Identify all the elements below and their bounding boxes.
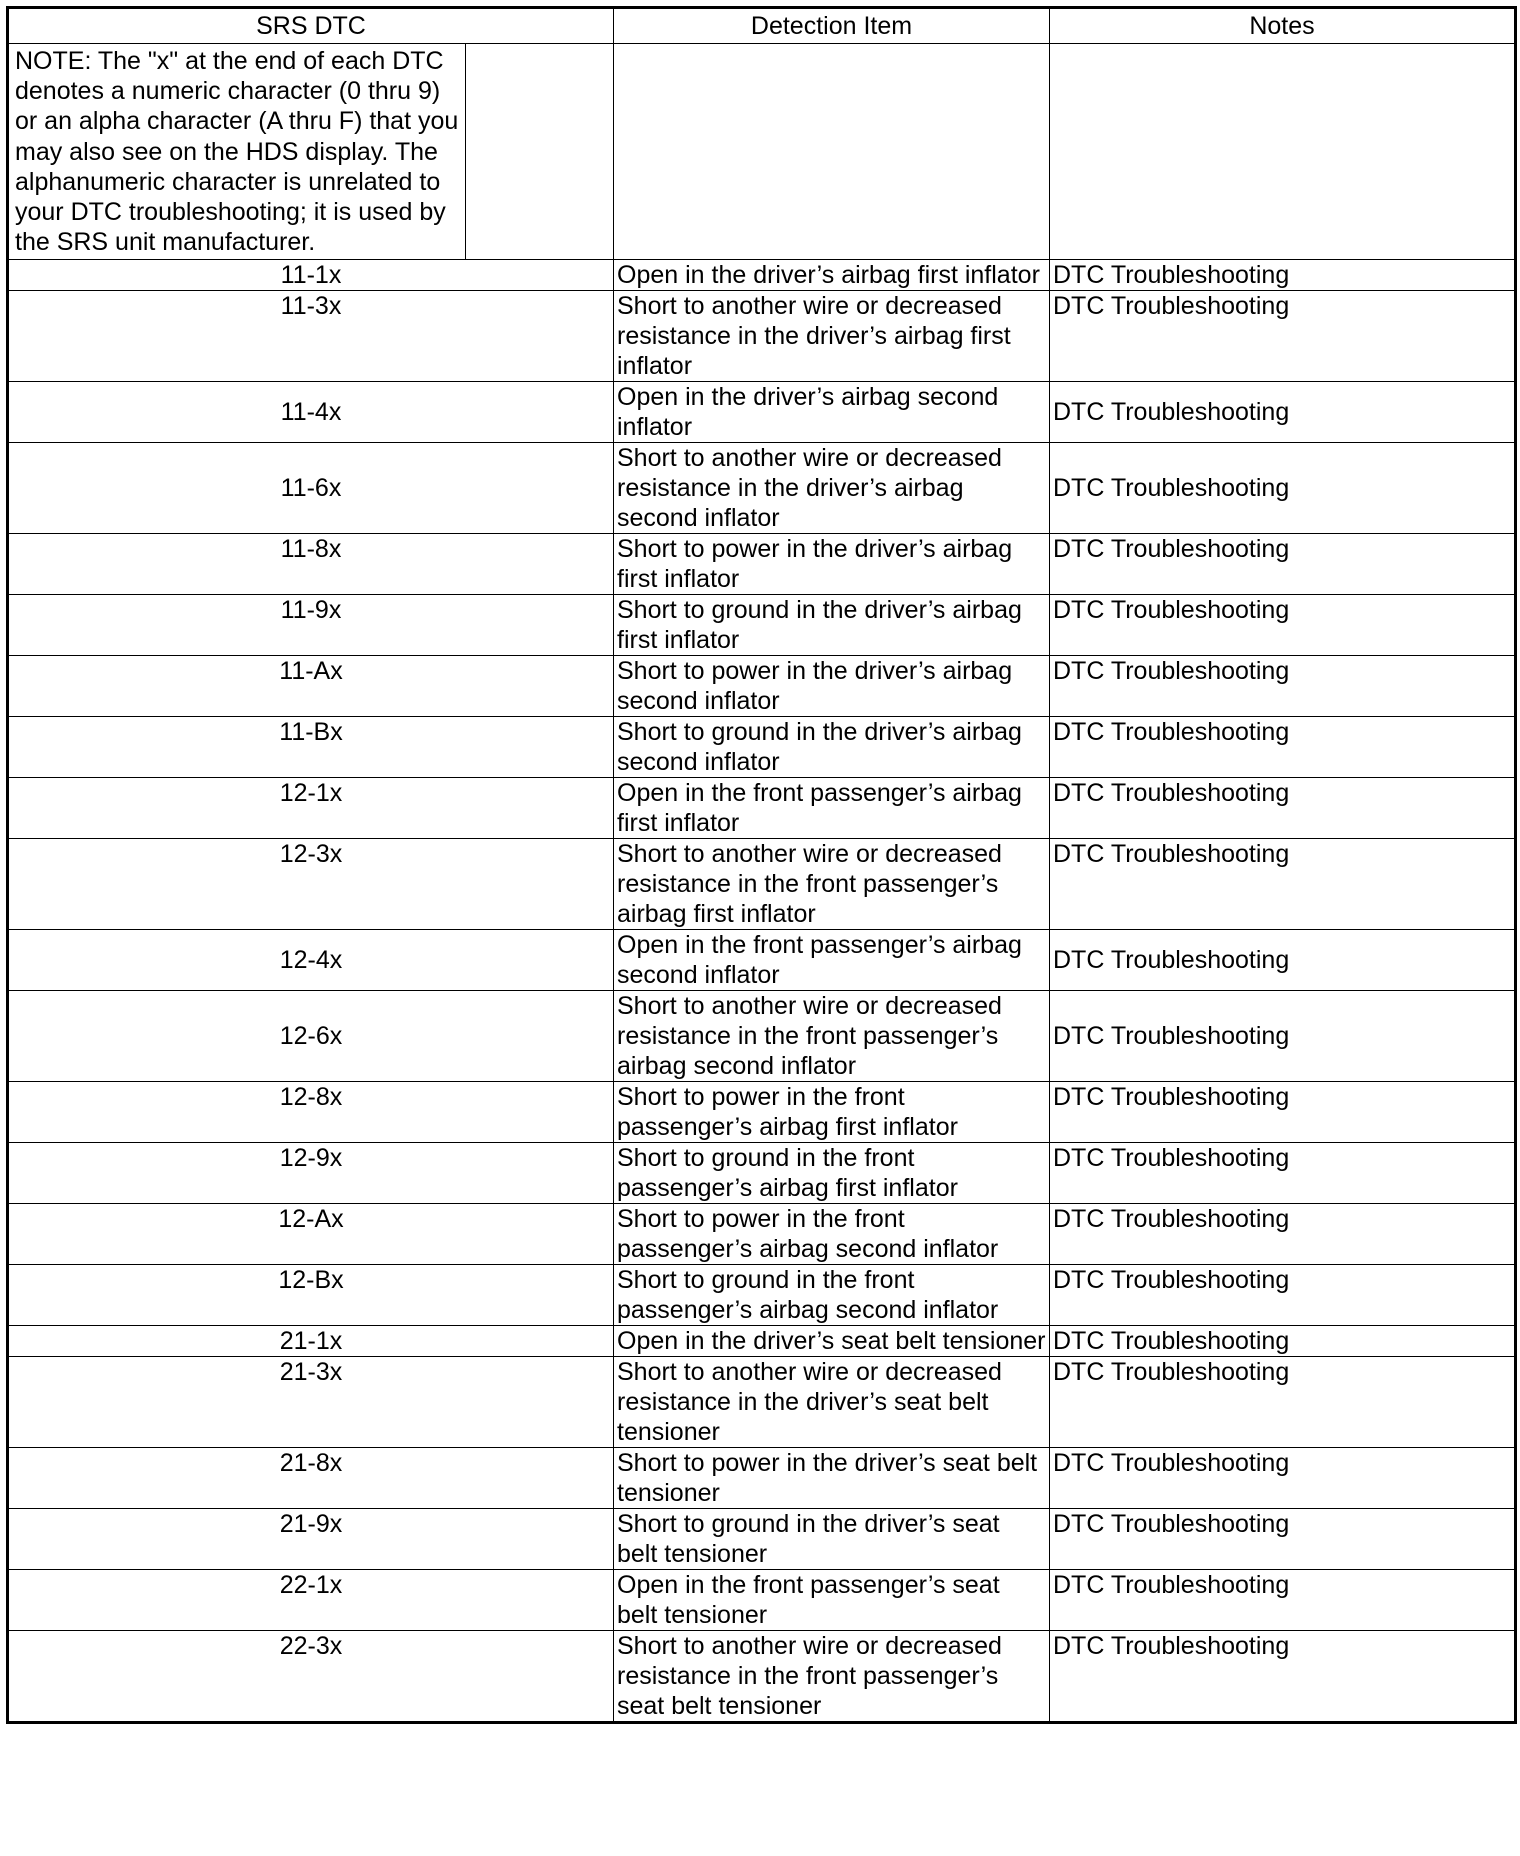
detection-item-cell: Short to ground in the front passenger’s airbag first inflator: [614, 1143, 1050, 1204]
table-row: [8, 1509, 1516, 1570]
table-row: [8, 1357, 1516, 1448]
notes-cell: DTC Troubleshooting: [1050, 778, 1516, 839]
dtc-code-cell: 11-9x: [8, 595, 614, 656]
detection-item-cell: Short to another wire or decreased resistance in the front passenger’s airbag first inflator: [614, 839, 1050, 930]
dtc-table: [6, 6, 1517, 1724]
detection-item-cell: Short to power in the front passenger’s airbag second inflator: [614, 1204, 1050, 1265]
dtc-code-cell: 12-9x: [8, 1143, 614, 1204]
notes-cell: DTC Troubleshooting: [1050, 717, 1516, 778]
dtc-code-cell: 12-Bx: [8, 1265, 614, 1326]
note-row-empty-item: [614, 44, 1050, 260]
dtc-code-cell: 11-Bx: [8, 717, 614, 778]
dtc-code-cell: 11-6x: [8, 443, 614, 534]
dtc-code-cell: 21-9x: [8, 1509, 614, 1570]
notes-cell: DTC Troubleshooting: [1050, 1265, 1516, 1326]
table-row: [8, 1570, 1516, 1631]
table-row: [8, 382, 1516, 443]
detection-item-cell: Open in the driver’s airbag second inflator: [614, 382, 1050, 443]
table-row: [8, 839, 1516, 930]
table-row: [8, 1631, 1516, 1723]
notes-cell: DTC Troubleshooting: [1050, 443, 1516, 534]
table-row: [8, 1448, 1516, 1509]
notes-cell: DTC Troubleshooting: [1050, 839, 1516, 930]
table-row: [8, 930, 1516, 991]
table-row: [8, 534, 1516, 595]
notes-cell: DTC Troubleshooting: [1050, 260, 1516, 291]
detection-item-cell: Short to ground in the driver’s seat belt tensioner: [614, 1509, 1050, 1570]
detection-item-cell: Short to power in the driver’s airbag first inflator: [614, 534, 1050, 595]
note-cell: [8, 44, 614, 260]
notes-cell: DTC Troubleshooting: [1050, 991, 1516, 1082]
table-row: [8, 1326, 1516, 1357]
detection-item-cell: Short to another wire or decreased resistance in the driver’s seat belt tensioner: [614, 1357, 1050, 1448]
table-row: [8, 1143, 1516, 1204]
detection-item-cell: Short to another wire or decreased resistance in the driver’s airbag first inflator: [614, 291, 1050, 382]
notes-cell: DTC Troubleshooting: [1050, 291, 1516, 382]
notes-cell: DTC Troubleshooting: [1050, 930, 1516, 991]
detection-item-cell: Short to power in the driver’s seat belt tensioner: [614, 1448, 1050, 1509]
detection-item-cell: Short to power in the driver’s airbag second inflator: [614, 656, 1050, 717]
notes-cell: DTC Troubleshooting: [1050, 1631, 1516, 1723]
notes-cell: DTC Troubleshooting: [1050, 1509, 1516, 1570]
notes-cell: DTC Troubleshooting: [1050, 382, 1516, 443]
table-row: [8, 595, 1516, 656]
dtc-code-cell: 11-4x: [8, 382, 614, 443]
dtc-code-cell: 21-8x: [8, 1448, 614, 1509]
header-notes: Notes: [1050, 8, 1516, 44]
dtc-code-cell: 12-8x: [8, 1082, 614, 1143]
dtc-code-cell: 11-Ax: [8, 656, 614, 717]
notes-cell: DTC Troubleshooting: [1050, 1570, 1516, 1631]
notes-cell: DTC Troubleshooting: [1050, 1143, 1516, 1204]
detection-item-cell: Short to ground in the front passenger’s airbag second inflator: [614, 1265, 1050, 1326]
table-row: [8, 291, 1516, 382]
table-row: [8, 717, 1516, 778]
table-header-row: [8, 8, 1516, 44]
dtc-code-cell: 12-6x: [8, 991, 614, 1082]
notes-cell: DTC Troubleshooting: [1050, 1448, 1516, 1509]
dtc-code-cell: 12-4x: [8, 930, 614, 991]
note-text: NOTE: The "x" at the end of each DTC denotes a numeric character (0 thru 9) or an alpha character (A thru F) that you may also see on the HDS display. The alphanumeric character is unrelated to your DTC troubleshooting; it is used by the SRS unit manufacturer.: [12, 44, 466, 259]
table-row: [8, 1265, 1516, 1326]
table-row: [8, 656, 1516, 717]
detection-item-cell: Open in the driver’s seat belt tensioner: [614, 1326, 1050, 1357]
notes-cell: DTC Troubleshooting: [1050, 595, 1516, 656]
notes-cell: DTC Troubleshooting: [1050, 1326, 1516, 1357]
detection-item-cell: Short to another wire or decreased resistance in the front passenger’s seat belt tensioner: [614, 1631, 1050, 1723]
detection-item-cell: Open in the front passenger’s airbag second inflator: [614, 930, 1050, 991]
note-row: [8, 44, 1516, 260]
table-row: [8, 1082, 1516, 1143]
notes-cell: DTC Troubleshooting: [1050, 1082, 1516, 1143]
notes-cell: DTC Troubleshooting: [1050, 656, 1516, 717]
table-row: [8, 443, 1516, 534]
dtc-code-cell: 12-3x: [8, 839, 614, 930]
detection-item-cell: Short to another wire or decreased resistance in the driver’s airbag second inflator: [614, 443, 1050, 534]
header-detection-item: Detection Item: [614, 8, 1050, 44]
dtc-code-cell: 11-8x: [8, 534, 614, 595]
detection-item-cell: Short to ground in the driver’s airbag first inflator: [614, 595, 1050, 656]
dtc-code-cell: 21-3x: [8, 1357, 614, 1448]
table-row: [8, 778, 1516, 839]
notes-cell: DTC Troubleshooting: [1050, 1204, 1516, 1265]
table-row: [8, 1204, 1516, 1265]
dtc-code-cell: 11-1x: [8, 260, 614, 291]
dtc-code-cell: 12-Ax: [8, 1204, 614, 1265]
detection-item-cell: Open in the driver’s airbag first inflator: [614, 260, 1050, 291]
header-srs-dtc: SRS DTC: [8, 8, 614, 44]
dtc-code-cell: 21-1x: [8, 1326, 614, 1357]
table-row: [8, 260, 1516, 291]
detection-item-cell: Short to another wire or decreased resistance in the front passenger’s airbag second inflator: [614, 991, 1050, 1082]
notes-cell: DTC Troubleshooting: [1050, 534, 1516, 595]
table-row: [8, 991, 1516, 1082]
notes-cell: DTC Troubleshooting: [1050, 1357, 1516, 1448]
dtc-code-cell: 12-1x: [8, 778, 614, 839]
detection-item-cell: Short to power in the front passenger’s airbag first inflator: [614, 1082, 1050, 1143]
dtc-code-cell: 22-1x: [8, 1570, 614, 1631]
note-row-empty-notes: [1050, 44, 1516, 260]
table-body: [8, 44, 1516, 1723]
detection-item-cell: Short to ground in the driver’s airbag second inflator: [614, 717, 1050, 778]
detection-item-cell: Open in the front passenger’s airbag first inflator: [614, 778, 1050, 839]
dtc-code-cell: 11-3x: [8, 291, 614, 382]
dtc-code-cell: 22-3x: [8, 1631, 614, 1723]
detection-item-cell: Open in the front passenger’s seat belt tensioner: [614, 1570, 1050, 1631]
